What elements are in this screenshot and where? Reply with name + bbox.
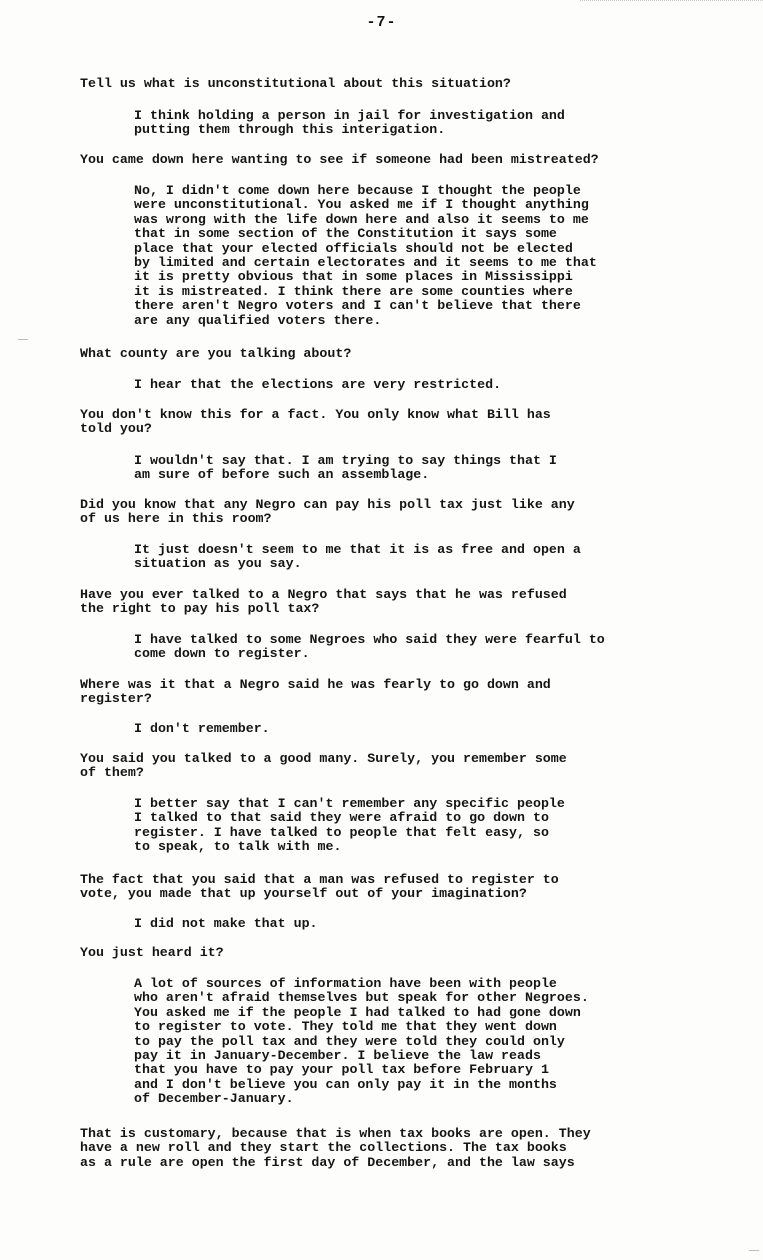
question-paragraph: Where was it that a Negro said he was fearly to go down and register? <box>80 677 551 707</box>
answer-paragraph: No, I didn't come down here because I thought the people were unconstitutional. You asked me if I thought anything was wrong with the life down here and also it seems to me that in some section of the Constitution it says some place that your elected officials should not be elected by limited and certain electorates and it seems to me that it is pretty obvious that in some places in Mississippi it is mistreated. I think there are some counties where there aren't Negro voters and I can't believe that there are any qualified voters there. <box>134 183 597 328</box>
answer-paragraph: I think holding a person in jail for investigation and putting them through this interigation. <box>134 108 565 138</box>
answer-paragraph: I have talked to some Negroes who said they were fearful to come down to register. <box>134 632 605 662</box>
question-paragraph: You said you talked to a good many. Surely, you remember some of them? <box>80 751 567 781</box>
answer-paragraph: I hear that the elections are very restricted. <box>134 377 502 392</box>
answer-paragraph: I wouldn't say that. I am trying to say things that I am sure of before such an assemblage. <box>134 453 557 483</box>
question-paragraph: That is customary, because that is when tax books are open. They have a new roll and they start the collections. The tax books as a rule are open the first day of December, and the law says <box>80 1126 591 1170</box>
margin-mark <box>749 1250 759 1251</box>
question-paragraph: Tell us what is unconstitutional about this situation? <box>80 76 511 91</box>
answer-paragraph: It just doesn't seem to me that it is as free and open a situation as you say. <box>134 542 581 572</box>
question-paragraph: You just heard it? <box>80 945 224 960</box>
question-paragraph: You came down here wanting to see if someone had been mistreated? <box>80 152 599 167</box>
question-paragraph: What county are you talking about? <box>80 346 352 361</box>
question-paragraph: The fact that you said that a man was refused to register to vote, you made that up yourself out of your imagination? <box>80 872 559 902</box>
answer-paragraph: I better say that I can't remember any specific people I talked to that said they were afraid to go down to register. I have talked to people that felt easy, so to speak, to talk with me. <box>134 796 565 855</box>
margin-mark <box>18 339 28 340</box>
answer-paragraph: I did not make that up. <box>134 916 318 931</box>
answer-paragraph: A lot of sources of information have been with people who aren't afraid themselves but speak for other Negroes. You asked me if the people I had talked to had gone down to register to vote. They told me that they went down to pay the poll tax and they were told they could only pay it in January-December. I believe the law reads that you have to pay your poll tax before February 1 and I don't believe you can only pay it in the months of December-January. <box>134 976 589 1107</box>
answer-paragraph: I don't remember. <box>134 721 270 736</box>
top-edge-rule <box>580 0 763 1</box>
question-paragraph: You don't know this for a fact. You only know what Bill has told you? <box>80 407 551 437</box>
page-number: -7- <box>366 14 397 31</box>
question-paragraph: Did you know that any Negro can pay his poll tax just like any of us here in this room? <box>80 497 575 527</box>
question-paragraph: Have you ever talked to a Negro that says that he was refused the right to pay his poll tax? <box>80 587 567 617</box>
